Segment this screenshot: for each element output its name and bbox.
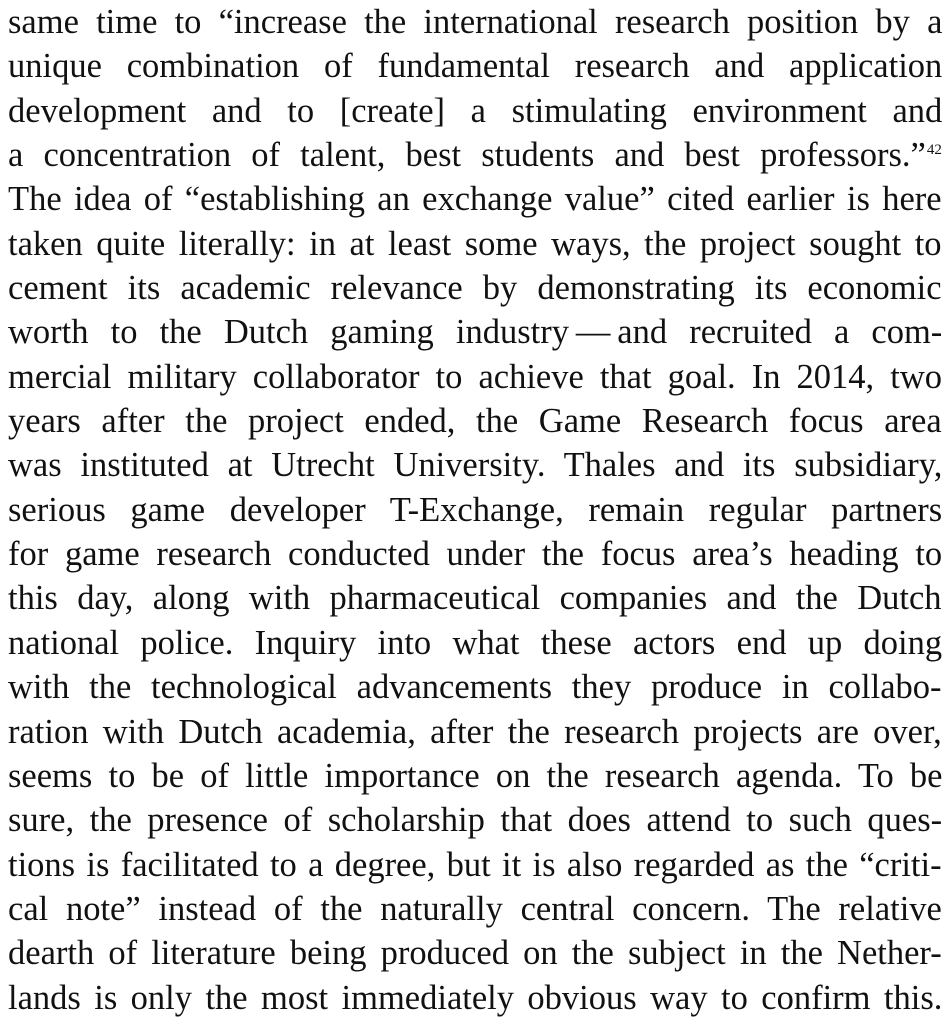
text-line: dearth of literature being produced on the subject in the Nether- bbox=[8, 934, 942, 973]
text-line: sure, the presence of scholarship that does attend to such ques- bbox=[8, 801, 943, 840]
text-line: The idea of “establishing an exchange value” cited earlier is here bbox=[8, 180, 942, 219]
text-line: seems to be of little importance on the research agenda. To be bbox=[8, 756, 943, 795]
text-line: development and to [create] a stimulating environment and bbox=[8, 91, 943, 130]
text-line: taken quite literally: in at least some ways, the project sought to bbox=[8, 224, 942, 263]
text-line: cement its academic relevance by demonstrating its economic bbox=[8, 269, 942, 308]
text-line: unique combination of fundamental research and application bbox=[8, 47, 943, 86]
text-line: for game research conducted under the focus area’s heading to bbox=[8, 535, 943, 574]
text-line: worth to the Dutch gaming industry — and recruited a com- bbox=[8, 313, 943, 352]
text-line: this day, along with pharmaceutical companies and the Dutch bbox=[8, 579, 942, 618]
text-line-last: lands is only the most immediately obvious way to confirm this. bbox=[8, 978, 943, 1017]
footnote-reference[interactable]: 42 bbox=[926, 141, 942, 158]
text-line-with-footnote bbox=[8, 133, 942, 177]
text-line: same time to “increase the international research position by a bbox=[8, 3, 943, 41]
text-line: mercial military collaborator to achieve that goal. In 2014, two bbox=[8, 357, 942, 396]
text-line: ration with Dutch academia, after the research projects are over, bbox=[8, 712, 942, 751]
text-line-content: a concentration of talent, best students and best professors.” bbox=[8, 136, 926, 175]
text-line: serious game developer T-Exchange, remain regular partners bbox=[8, 490, 943, 529]
text-line: years after the project ended, the Game Research focus area bbox=[8, 402, 942, 441]
text-line: national police. Inquiry into what these actors end up doing bbox=[8, 623, 943, 662]
text-line: cal note” instead of the naturally central concern. The relative bbox=[8, 889, 942, 928]
text-line: tions is facilitated to a degree, but it is also regarded as the “criti- bbox=[8, 845, 942, 884]
text-line: was instituted at Utrecht University. Thales and its subsidiary, bbox=[8, 446, 943, 485]
body-paragraph bbox=[8, 0, 942, 1020]
text-line: with the technological advancements they produce in collabo- bbox=[8, 668, 942, 707]
